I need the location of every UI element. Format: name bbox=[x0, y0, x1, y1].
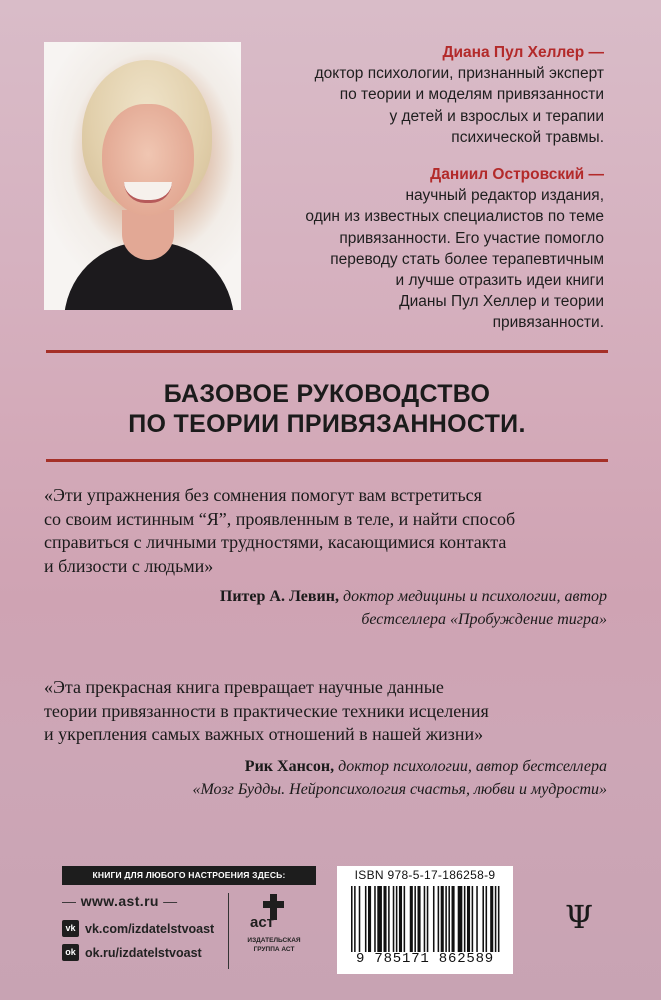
ok-link-text: ok.ru/izdatelstvoast bbox=[85, 945, 202, 960]
tagline-line: ПО ТЕОРИИ ПРИВЯЗАННОСТИ. bbox=[128, 410, 526, 438]
isbn-number: ISBN 978-5-17-186258-9 bbox=[354, 868, 496, 882]
ok-icon: ok bbox=[62, 944, 79, 961]
ast-logo-icon bbox=[248, 892, 288, 932]
publisher-line: ГРУППА АСТ bbox=[253, 946, 295, 953]
quote-attribution-2 bbox=[107, 755, 607, 801]
quote-author-role: бестселлера «Пробуждение тигра» bbox=[361, 611, 607, 628]
vk-link-text: vk.com/izdatelstvoast bbox=[85, 921, 215, 936]
bio-line: психической травмы. bbox=[451, 128, 604, 146]
ast-logo-text: аст bbox=[250, 914, 275, 931]
quote-author-role: доктор медицины и психологии, автор bbox=[342, 588, 607, 605]
website-text: www.ast.ru bbox=[80, 893, 159, 909]
author-name: Диана Пул Хеллер — bbox=[442, 44, 604, 61]
quote-author: Питер А. Левин, bbox=[219, 588, 339, 605]
barcode-digits: 9 785171 862589 bbox=[355, 951, 495, 967]
editor-name: Даниил Островский — bbox=[430, 166, 604, 183]
review-quote-2 bbox=[44, 676, 607, 747]
quote-attribution-1 bbox=[137, 585, 607, 631]
vk-icon: vk bbox=[62, 920, 79, 937]
ok-link[interactable] bbox=[62, 944, 202, 961]
quote-author: Рик Хансон, bbox=[244, 758, 335, 775]
bio-line: Дианы Пул Хеллер и теории bbox=[399, 293, 604, 311]
author-bio bbox=[244, 42, 604, 148]
psi-symbol: Ψ bbox=[565, 898, 594, 936]
website-link[interactable]: — www.ast.ru — bbox=[62, 893, 178, 909]
bio-line: переводу стать более терапевтичным bbox=[330, 250, 604, 268]
isbn-barcode bbox=[337, 866, 513, 974]
bio-line: привязанности. Его участие помогло bbox=[339, 229, 604, 247]
bio-line: один из известных специалистов по теме bbox=[305, 208, 604, 226]
barcode-bars bbox=[351, 886, 501, 952]
promo-title: КНИГИ ДЛЯ ЛЮБОГО НАСТРОЕНИЯ ЗДЕСЬ: bbox=[62, 866, 316, 885]
divider-top bbox=[46, 350, 608, 353]
quote-line: «Эти упражнения без сомнения помогут вам встретиться bbox=[44, 485, 482, 505]
publisher-promo bbox=[62, 866, 316, 974]
bio-line: и лучше отразить идеи книги bbox=[395, 272, 604, 290]
quote-line: и укрепления самых важных отношений в нашей жизни» bbox=[44, 724, 484, 744]
quote-line: справиться с личными трудностями, касающимися контакта bbox=[44, 532, 507, 552]
quote-line: «Эта прекрасная книга превращает научные данные bbox=[44, 677, 444, 697]
divider-bottom bbox=[46, 459, 608, 462]
quote-line: со своим истинным “Я”, проявленным в теле, и найти способ bbox=[44, 508, 516, 529]
review-quote-1 bbox=[44, 484, 607, 578]
bio-line: доктор психологии, признанный эксперт bbox=[314, 65, 604, 83]
vk-link[interactable] bbox=[62, 920, 214, 937]
bio-line: научный редактор издания, bbox=[405, 187, 604, 205]
book-tagline bbox=[46, 379, 608, 439]
quote-author-role: доктор психологии, автор бестселлера bbox=[338, 758, 607, 775]
quote-line: теории привязанности в практические техники исцеления bbox=[44, 700, 489, 721]
quote-line: и близости с людьми» bbox=[44, 555, 214, 576]
publisher-line: ИЗДАТЕЛЬСКАЯ bbox=[247, 937, 301, 944]
promo-divider bbox=[228, 893, 229, 969]
bio-line: по теории и моделям привязанности bbox=[339, 86, 604, 104]
quote-author-role: «Мозг Будды. Нейропсихология счастья, любви и мудрости» bbox=[192, 781, 607, 798]
tagline-line: БАЗОВОЕ РУКОВОДСТВО bbox=[163, 380, 491, 408]
bio-line: у детей и взрослых и терапии bbox=[389, 107, 604, 125]
publisher-name bbox=[230, 936, 318, 954]
editor-bio bbox=[204, 164, 604, 334]
bio-line: привязанности. bbox=[492, 314, 604, 332]
